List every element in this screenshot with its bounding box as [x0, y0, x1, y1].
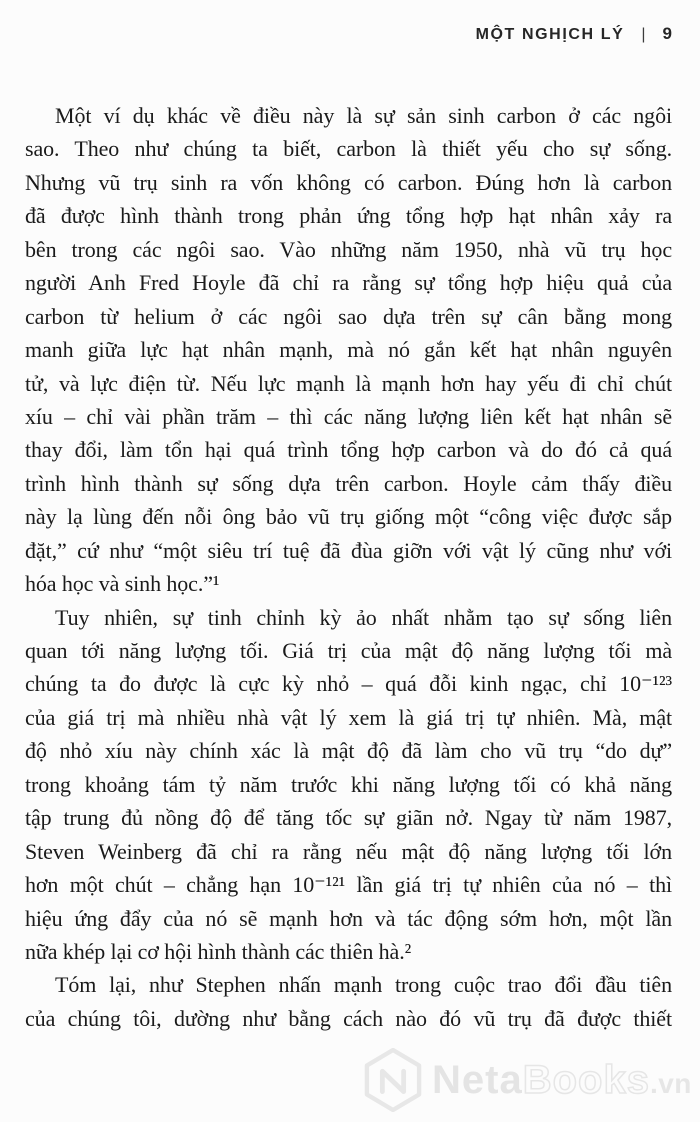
text-line: Nhưng vũ trụ sinh ra vốn không có carbon. Đúng hơn là carbon — [25, 169, 672, 195]
chapter-title: MỘT NGHỊCH LÝ — [475, 26, 625, 43]
text-line: Tuy nhiên, sự tinh chỉnh kỳ ảo nhất nhằm tạo sự sống liên — [55, 604, 672, 630]
text-line: tử, và lực điện từ. Nếu lực mạnh là mạnh hơn hay yếu đi chỉ chút — [25, 370, 672, 396]
text-line: hơn một chút – chẳng hạn 10⁻¹²¹ lần giá trị tự nhiên của nó – thì — [25, 872, 672, 898]
header-separator: | — [641, 26, 646, 43]
page-body — [25, 99, 672, 1035]
text-line: này lạ lùng đến nỗi ông bảo vũ trụ giống một “công việc được sắp — [25, 504, 672, 530]
text-line: độ nhỏ xíu này chính xác là mật độ đã làm cho vũ trụ “do dự” — [25, 738, 672, 764]
text-line: bên trong các ngôi sao. Vào những năm 1950, nhà vũ trụ học — [25, 236, 672, 262]
text-line: hóa học và sinh học.”¹ — [25, 571, 220, 597]
text-line: carbon từ helium ở các ngôi sao dựa trên sự cân bằng mong — [25, 303, 672, 329]
text-line: hiệu ứng đẩy của nó sẽ mạnh hơn và tác động sớm hơn, một lần — [25, 905, 672, 931]
text-line: thay đổi, làm tổn hại quá trình tổng hợp carbon và do đó cả quá — [25, 437, 672, 463]
text-line: Tóm lại, như Stephen nhấn mạnh trong cuộc trao đổi đầu tiên — [55, 972, 672, 998]
text-line: đã được hình thành trong phản ứng tổng hợp hạt nhân xảy ra — [25, 203, 672, 229]
text-line: trong khoảng tám tỷ năm trước khi năng lượng tối có khả năng — [25, 771, 672, 797]
text-line: người Anh Fred Hoyle đã chỉ ra rằng sự tổng hợp hiệu quả của — [25, 270, 672, 296]
text-line: tập trung đủ nồng độ để tăng tốc sự giãn nở. Ngay từ năm 1987, — [25, 805, 672, 831]
text-line: xíu – chỉ vài phần trăm – thì các năng lượng liên kết hạt nhân sẽ — [25, 403, 672, 429]
text-line: chúng ta đo được là cực kỳ nhỏ – quá đỗi kinh ngạc, chỉ 10⁻¹²³ — [25, 671, 672, 697]
watermark-name-outline: Books — [522, 1057, 650, 1102]
text-line: của chúng tôi, dường như bằng cách nào đó vũ trụ đã được thiết — [25, 1005, 672, 1031]
text-line: manh giữa lực hạt nhân mạnh, mà nó gắn kết hạt nhân nguyên — [25, 337, 672, 363]
text-line: sao. Theo như chúng ta biết, carbon là thiết yếu cho sự sống. — [25, 136, 672, 162]
watermark — [364, 1048, 692, 1112]
text-line: quan tới năng lượng tối. Giá trị của mật độ năng lượng tối mà — [25, 638, 672, 663]
watermark-text — [432, 1058, 692, 1103]
text-line: đặt,” cứ như “một siêu trí tuệ đã đùa giỡn với vật lý cũng như với — [25, 537, 672, 563]
text-line: nữa khép lại cơ hội hình thành các thiên hà.² — [25, 938, 412, 964]
watermark-name-solid: Neta — [432, 1057, 523, 1102]
text-line: Một ví dụ khác về điều này là sự sản sinh carbon ở các ngôi — [55, 103, 672, 128]
watermark-domain: .vn — [649, 1067, 692, 1099]
text-line: Steven Weinberg đã chỉ ra rằng nếu mật độ năng lượng tối lớn — [25, 838, 672, 864]
page-number: 9 — [662, 24, 672, 43]
text-line: trình hình thành sự sống dựa trên carbon. Hoyle cảm thấy điều — [25, 470, 672, 496]
text-line: của giá trị mà nhiều nhà vật lý xem là giá trị tự nhiên. Mà, mật — [25, 704, 672, 730]
netabooks-logo-icon — [364, 1048, 422, 1112]
page-header — [476, 24, 672, 44]
